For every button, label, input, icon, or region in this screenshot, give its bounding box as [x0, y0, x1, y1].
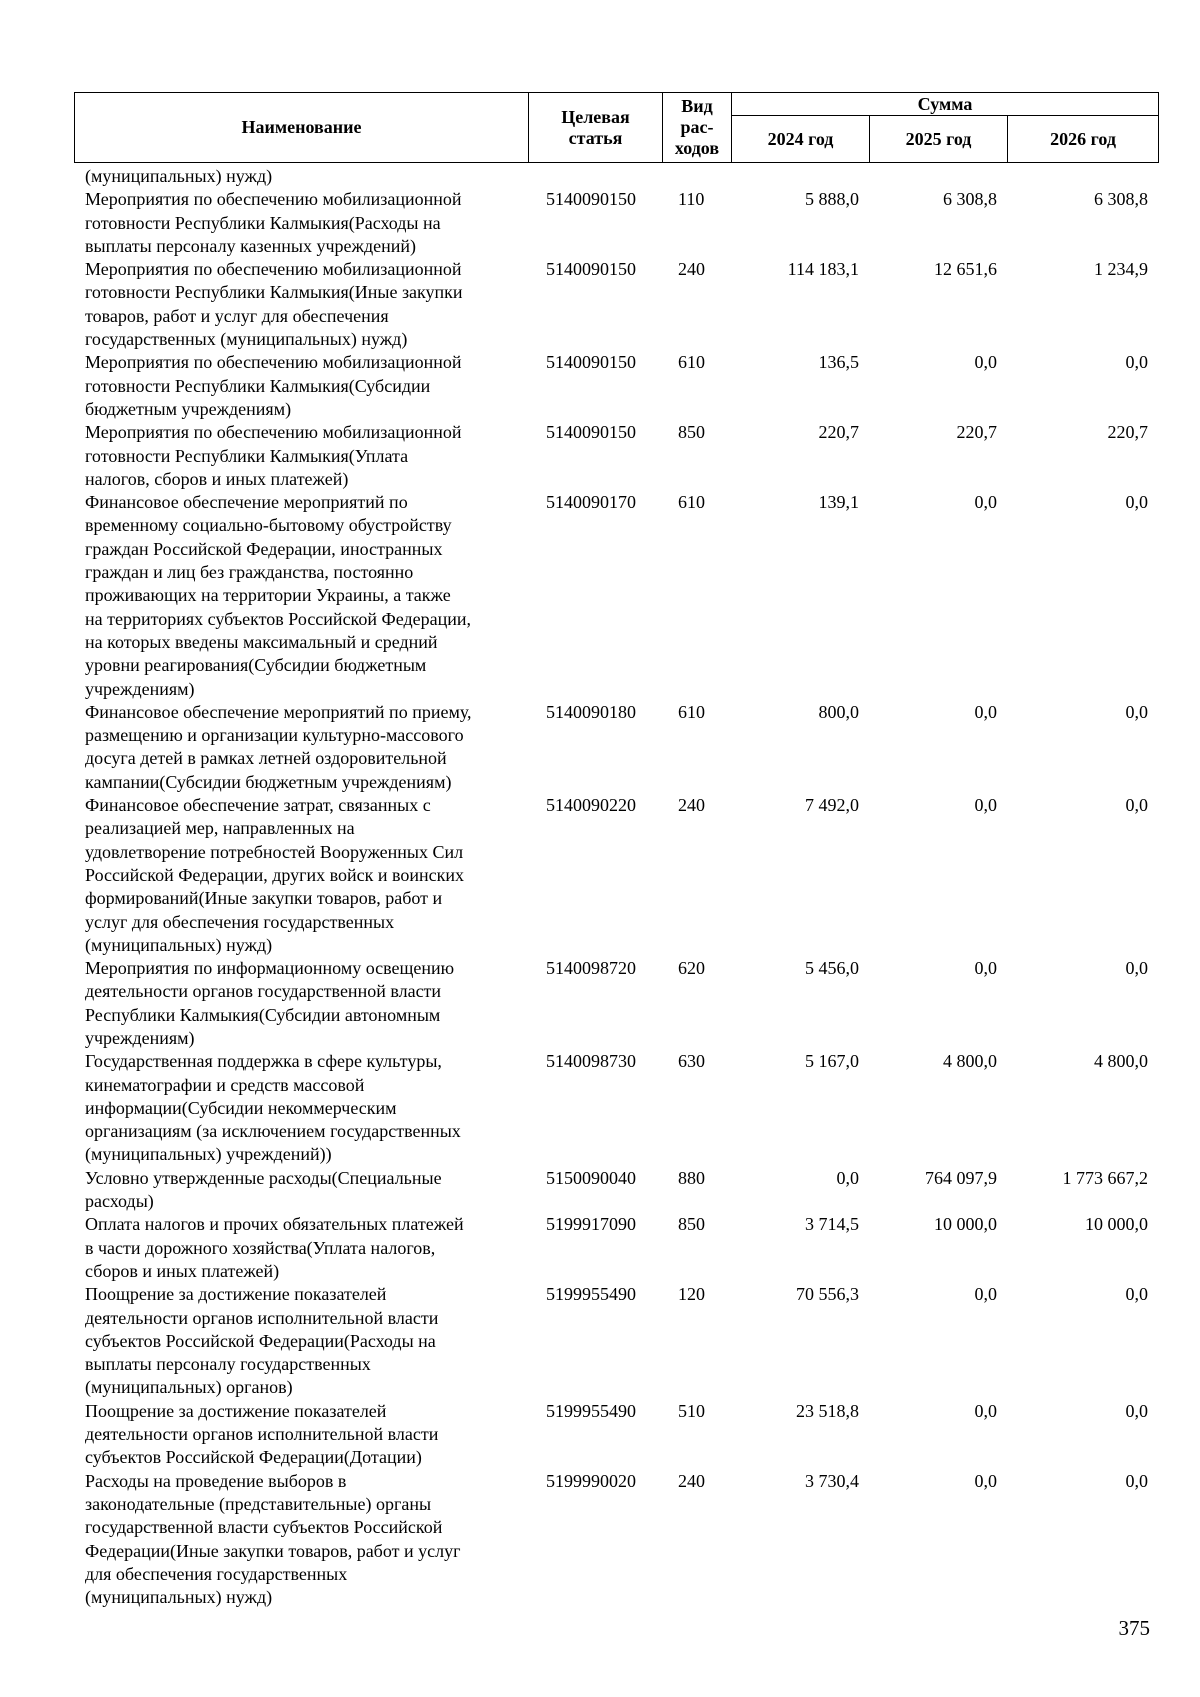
row-name-line: выплаты персоналу государственных: [85, 1354, 371, 1375]
row-name-line: Расходы на проведение выборов в: [85, 1470, 347, 1491]
row-name-line: Финансовое обеспечение мероприятий по: [85, 492, 408, 513]
row-sum-2025: 0,0: [974, 1400, 997, 1421]
row-target-article: 5140090150: [546, 352, 636, 373]
row-name: [74, 1470, 528, 1610]
row-target-article: 5150090040: [546, 1167, 636, 1188]
row-name-line: Финансовое обеспечение затрат, связанных с: [85, 795, 431, 816]
row-expense-type: 510: [678, 1400, 705, 1421]
row-name: [74, 491, 528, 701]
header-name: Наименование: [75, 93, 529, 163]
page-number: 375: [1118, 1616, 1150, 1640]
table-header: [74, 92, 1159, 163]
table-row: [74, 1283, 1158, 1399]
row-sum-2026: 4 800,0: [1094, 1051, 1148, 1072]
row-sum-2026: 0,0: [1125, 795, 1148, 816]
table-row: [74, 957, 1158, 1050]
row-sum-2026: 6 308,8: [1094, 189, 1148, 210]
row-expense-type: 610: [678, 352, 705, 373]
row-name-line: Государственная поддержка в сфере культуры,: [85, 1051, 442, 1072]
row-target-article: 5140098720: [546, 958, 636, 979]
row-name-line: налогов, сборов и иных платежей): [85, 468, 349, 489]
row-name-line: расходы): [85, 1191, 154, 1212]
row-expense-type: 850: [678, 1214, 705, 1235]
row-name-line: государственной власти субъектов Российской: [85, 1517, 443, 1538]
budget-table: [74, 165, 1158, 1609]
row-target-article: 5140090150: [546, 259, 636, 280]
row-expense-type: 620: [678, 958, 705, 979]
row-sum-2026: 10 000,0: [1085, 1214, 1148, 1235]
row-name-line: граждан Российской Федерации, иностранных: [85, 538, 443, 559]
row-name-line: Мероприятия по обеспечению мобилизационной: [85, 189, 462, 210]
row-name-line: Республики Калмыкия(Субсидии автономным: [85, 1004, 441, 1025]
row-sum-2024: 3 730,4: [805, 1470, 859, 1491]
row-name-line: (муниципальных) нужд): [85, 934, 273, 955]
row-expense-type: 610: [678, 492, 705, 513]
row-expense-type: 110: [678, 189, 705, 210]
row-name-line: формирований(Иные закупки товаров, работ и: [85, 888, 443, 909]
row-name: [74, 1050, 528, 1166]
row-name-line: Финансовое обеспечение мероприятий по приему,: [85, 701, 472, 722]
row-sum-2024: 800,0: [818, 701, 859, 722]
row-expense-type: 240: [678, 795, 705, 816]
row-sum-2025: 6 308,8: [943, 189, 997, 210]
row-name-line: (муниципальных) учреждений)): [85, 1144, 332, 1165]
row-name-line: проживающих на территории Украины, а также: [85, 585, 451, 606]
row-sum-2024: 23 518,8: [796, 1400, 859, 1421]
row-name-line: (муниципальных) нужд): [85, 1587, 273, 1608]
row-name-line: (муниципальных) органов): [85, 1377, 293, 1398]
row-name-line: Поощрение за достижение показателей: [85, 1284, 387, 1305]
row-sum-2025: 0,0: [974, 492, 997, 513]
row-target-article: 5140090220: [546, 795, 636, 816]
row-sum-2026: 0,0: [1125, 1470, 1148, 1491]
row-name-line: услуг для обеспечения государственных: [85, 911, 395, 932]
row-sum-2025: 764 097,9: [925, 1167, 997, 1188]
row-name: [74, 1283, 528, 1399]
row-sum-2025: 0,0: [974, 958, 997, 979]
table-row: [74, 188, 1158, 258]
row-target-article: 5199955490: [546, 1400, 636, 1421]
row-sum-2024: 220,7: [818, 422, 859, 443]
table-row: [74, 1213, 1158, 1283]
row-sum-2024: 70 556,3: [796, 1284, 859, 1305]
row-name-line: Российской Федерации, других войск и воинских: [85, 864, 465, 885]
row-name-line: выплаты персоналу казенных учреждений): [85, 235, 417, 256]
header-expense-type: Вид рас- ходов: [663, 93, 732, 163]
row-sum-2026: 0,0: [1125, 958, 1148, 979]
row-name-line: товаров, работ и услуг для обеспечения: [85, 305, 389, 326]
row-target-article: 5140090180: [546, 701, 636, 722]
row-target-article: 5199955490: [546, 1284, 636, 1305]
row-name-line: Мероприятия по обеспечению мобилизационной: [85, 422, 462, 443]
row-sum-2024: 5 888,0: [805, 189, 859, 210]
row-expense-type: 120: [678, 1284, 705, 1305]
row-name-line: удовлетворение потребностей Вооруженных Сил: [85, 841, 464, 862]
row-name-line: Федерации(Иные закупки товаров, работ и услуг: [85, 1540, 461, 1561]
row-sum-2026: 0,0: [1125, 1400, 1148, 1421]
row-target-article: 5140090150: [546, 422, 636, 443]
table-row: [74, 701, 1158, 794]
continuation-text: (муниципальных) нужд): [85, 166, 273, 186]
header-year-2025: 2025 год: [870, 116, 1008, 163]
row-sum-2026: 1 234,9: [1094, 259, 1148, 280]
table-row: [74, 421, 1158, 491]
table-row: [74, 794, 1158, 957]
row-sum-2026: 220,7: [1107, 422, 1148, 443]
header-target-article: Целевая статья: [529, 93, 663, 163]
row-name: [74, 957, 528, 1050]
table-row: [74, 258, 1158, 351]
table-row: [74, 351, 1158, 421]
row-expense-type: 240: [678, 1470, 705, 1491]
row-sum-2026: 0,0: [1125, 352, 1148, 373]
row-name-line: сборов и иных платежей): [85, 1260, 280, 1281]
row-name-line: учреждениям): [85, 1027, 195, 1048]
row-name-line: для обеспечения государственных: [85, 1563, 348, 1584]
table-row: [74, 1470, 1158, 1610]
row-name-line: уровни реагирования(Субсидии бюджетным: [85, 655, 427, 676]
row-name-line: размещению и организации культурно-массового: [85, 725, 464, 746]
row-name-line: готовности Республики Калмыкия(Уплата: [85, 445, 409, 466]
row-sum-2025: 0,0: [974, 1284, 997, 1305]
row-sum-2024: 136,5: [818, 352, 859, 373]
row-name-line: учреждениям): [85, 678, 195, 699]
row-name-line: субъектов Российской Федерации(Дотации): [85, 1447, 422, 1468]
table-row: [74, 1167, 1158, 1214]
table-row: [74, 491, 1158, 701]
row-name-line: граждан и лиц без гражданства, постоянно: [85, 562, 414, 583]
row-name-line: на территориях субъектов Российской Федерации,: [85, 608, 472, 629]
row-sum-2025: 220,7: [956, 422, 997, 443]
row-name-line: организациям (за исключением государственных: [85, 1121, 461, 1142]
row-sum-2025: 4 800,0: [943, 1051, 997, 1072]
row-sum-2024: 7 492,0: [805, 795, 859, 816]
row-name: [74, 1167, 528, 1214]
row-expense-type: 880: [678, 1167, 705, 1188]
row-sum-2024: 114 183,1: [787, 259, 859, 280]
row-sum-2026: 1 773 667,2: [1062, 1167, 1148, 1188]
row-name: [74, 351, 528, 421]
row-name-line: информации(Субсидии некоммерческим: [85, 1097, 397, 1118]
row-name-line: субъектов Российской Федерации(Расходы на: [85, 1330, 436, 1351]
row-target-article: 5140090150: [546, 189, 636, 210]
row-name: [74, 1400, 528, 1470]
row-name: [74, 258, 528, 351]
row-name: [74, 1213, 528, 1283]
row-sum-2025: 10 000,0: [934, 1214, 997, 1235]
row-sum-2024: 5 456,0: [805, 958, 859, 979]
row-expense-type: 630: [678, 1051, 705, 1072]
row-sum-2026: 0,0: [1125, 492, 1148, 513]
header-sum: Сумма: [732, 93, 1159, 116]
row-sum-2025: 0,0: [974, 701, 997, 722]
row-target-article: 5140090170: [546, 492, 636, 513]
row-name-line: Мероприятия по обеспечению мобилизационной: [85, 259, 462, 280]
header-year-2024: 2024 год: [732, 116, 870, 163]
row-name-line: деятельности органов исполнительной власти: [85, 1307, 439, 1328]
row-sum-2026: 0,0: [1125, 1284, 1148, 1305]
row-name-line: Мероприятия по обеспечению мобилизационной: [85, 352, 462, 373]
row-name-line: готовности Республики Калмыкия(Иные закупки: [85, 282, 463, 303]
row-sum-2025: 12 651,6: [934, 259, 997, 280]
row-name: [74, 794, 528, 957]
row-name-line: деятельности органов исполнительной власти: [85, 1424, 439, 1445]
row-name-line: законодательные (представительные) органы: [85, 1493, 432, 1514]
row-sum-2025: 0,0: [974, 352, 997, 373]
continuation-row: [74, 165, 1158, 188]
row-sum-2024: 3 714,5: [805, 1214, 859, 1235]
row-name-line: на которых введены максимальный и средний: [85, 631, 438, 652]
row-expense-type: 850: [678, 422, 705, 443]
row-name-line: временному социально-бытовому обустройству: [85, 515, 452, 536]
row-target-article: 5199990020: [546, 1470, 636, 1491]
row-name-line: готовности Республики Калмыкия(Расходы на: [85, 212, 441, 233]
row-name-line: бюджетным учреждениям): [85, 398, 292, 419]
row-expense-type: 240: [678, 259, 705, 280]
row-name-line: Мероприятия по информационному освещению: [85, 958, 455, 979]
row-expense-type: 610: [678, 701, 705, 722]
row-target-article: 5199917090: [546, 1214, 636, 1235]
row-sum-2024: 139,1: [818, 492, 859, 513]
row-sum-2024: 0,0: [836, 1167, 859, 1188]
header-year-2026: 2026 год: [1008, 116, 1159, 163]
row-name-line: Поощрение за достижение показателей: [85, 1400, 387, 1421]
row-name-line: кампании(Субсидии бюджетным учреждениям): [85, 771, 452, 792]
table-row: [74, 1400, 1158, 1470]
row-name-line: досуга детей в рамках летней оздоровительной: [85, 748, 447, 769]
row-name-line: деятельности органов государственной власти: [85, 981, 442, 1002]
row-sum-2025: 0,0: [974, 795, 997, 816]
row-target-article: 5140098730: [546, 1051, 636, 1072]
row-sum-2026: 0,0: [1125, 701, 1148, 722]
row-name-line: реализацией мер, направленных на: [85, 818, 355, 839]
row-name-line: Условно утвержденные расходы(Специальные: [85, 1167, 442, 1188]
row-name: [74, 421, 528, 491]
row-sum-2025: 0,0: [974, 1470, 997, 1491]
row-name-line: Оплата налогов и прочих обязательных платежей: [85, 1214, 464, 1235]
row-name-line: кинематографии и средств массовой: [85, 1074, 365, 1095]
row-name-line: готовности Республики Калмыкия(Субсидии: [85, 375, 431, 396]
row-name-line: в части дорожного хозяйства(Уплата налогов,: [85, 1237, 436, 1258]
row-name: [74, 188, 528, 258]
row-sum-2024: 5 167,0: [805, 1051, 859, 1072]
table-row: [74, 1050, 1158, 1166]
row-name: [74, 701, 528, 794]
row-name-line: государственных (муниципальных) нужд): [85, 329, 408, 350]
